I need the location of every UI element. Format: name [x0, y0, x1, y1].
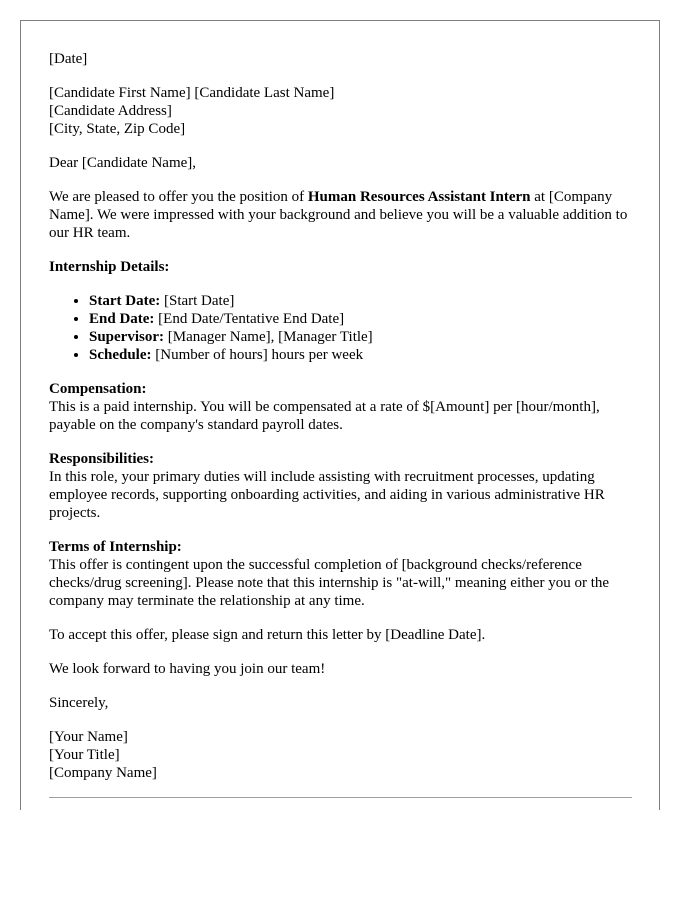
- list-item: [89, 328, 629, 346]
- recipient-street: [Candidate Address]: [49, 103, 172, 119]
- list-item: [89, 346, 629, 364]
- responsibilities-section: [49, 450, 629, 522]
- terms-heading: Terms of Internship:: [49, 539, 182, 555]
- signature-company: [Company Name]: [49, 765, 157, 781]
- detail-value: [Number of hours] hours per week: [151, 347, 364, 363]
- intro-before: We are pleased to offer you the position of: [49, 189, 308, 205]
- compensation-section: [49, 380, 629, 434]
- recipient-name: [Candidate First Name] [Candidate Last Name]: [49, 85, 335, 101]
- responsibilities-text: In this role, your primary duties will include assisting with recruitment processes, updating employee records, supporting onboarding activities, and aiding in various administrative HR projects.: [49, 469, 605, 521]
- details-heading: Internship Details:: [49, 259, 170, 275]
- detail-value: [Start Date]: [160, 293, 235, 309]
- intro-after: at [Company Name]. We were impressed with your background and believe you will be a valuable addition to our HR team.: [49, 189, 628, 241]
- terms-section: [49, 538, 629, 610]
- position-title: Human Resources Assistant Intern: [307, 189, 531, 205]
- terms-text: This offer is contingent upon the successful completion of [background checks/reference checks/drug screening]. Please note that this internship is "at-will," meaning either you or the company may terminate the relationship at any time.: [49, 557, 610, 609]
- letter-body: [49, 50, 629, 798]
- detail-label: Schedule:: [89, 347, 152, 363]
- detail-label: Start Date:: [89, 293, 161, 309]
- compensation-text: This is a paid internship. You will be compensated at a rate of $[Amount] per [hour/month], payable on the company's standard payroll dates.: [49, 399, 600, 433]
- signature-name: [Your Name]: [49, 729, 128, 745]
- closing-line: We look forward to having you join our team!: [49, 661, 326, 677]
- detail-value: [End Date/Tentative End Date]: [154, 311, 345, 327]
- responsibilities-heading: Responsibilities:: [49, 451, 155, 467]
- list-item: [89, 310, 629, 328]
- detail-value: [Manager Name], [Manager Title]: [164, 329, 373, 345]
- signature-block: [49, 728, 629, 782]
- letter-page: [20, 20, 660, 810]
- detail-label: Supervisor:: [89, 329, 164, 345]
- signoff: Sincerely,: [49, 695, 109, 711]
- recipient-city: [City, State, Zip Code]: [49, 121, 186, 137]
- detail-label: End Date:: [89, 311, 155, 327]
- recipient-address: [49, 84, 629, 138]
- accept-paragraph: To accept this offer, please sign and return this letter by [Deadline Date].: [49, 627, 486, 643]
- salutation: Dear [Candidate Name],: [49, 155, 197, 171]
- details-list: [49, 292, 629, 364]
- footer-divider: [49, 797, 632, 798]
- compensation-heading: Compensation:: [49, 381, 147, 397]
- intro-paragraph: [49, 188, 629, 242]
- signature-title: [Your Title]: [49, 747, 120, 763]
- letter-date: [Date]: [49, 51, 88, 67]
- list-item: [89, 292, 629, 310]
